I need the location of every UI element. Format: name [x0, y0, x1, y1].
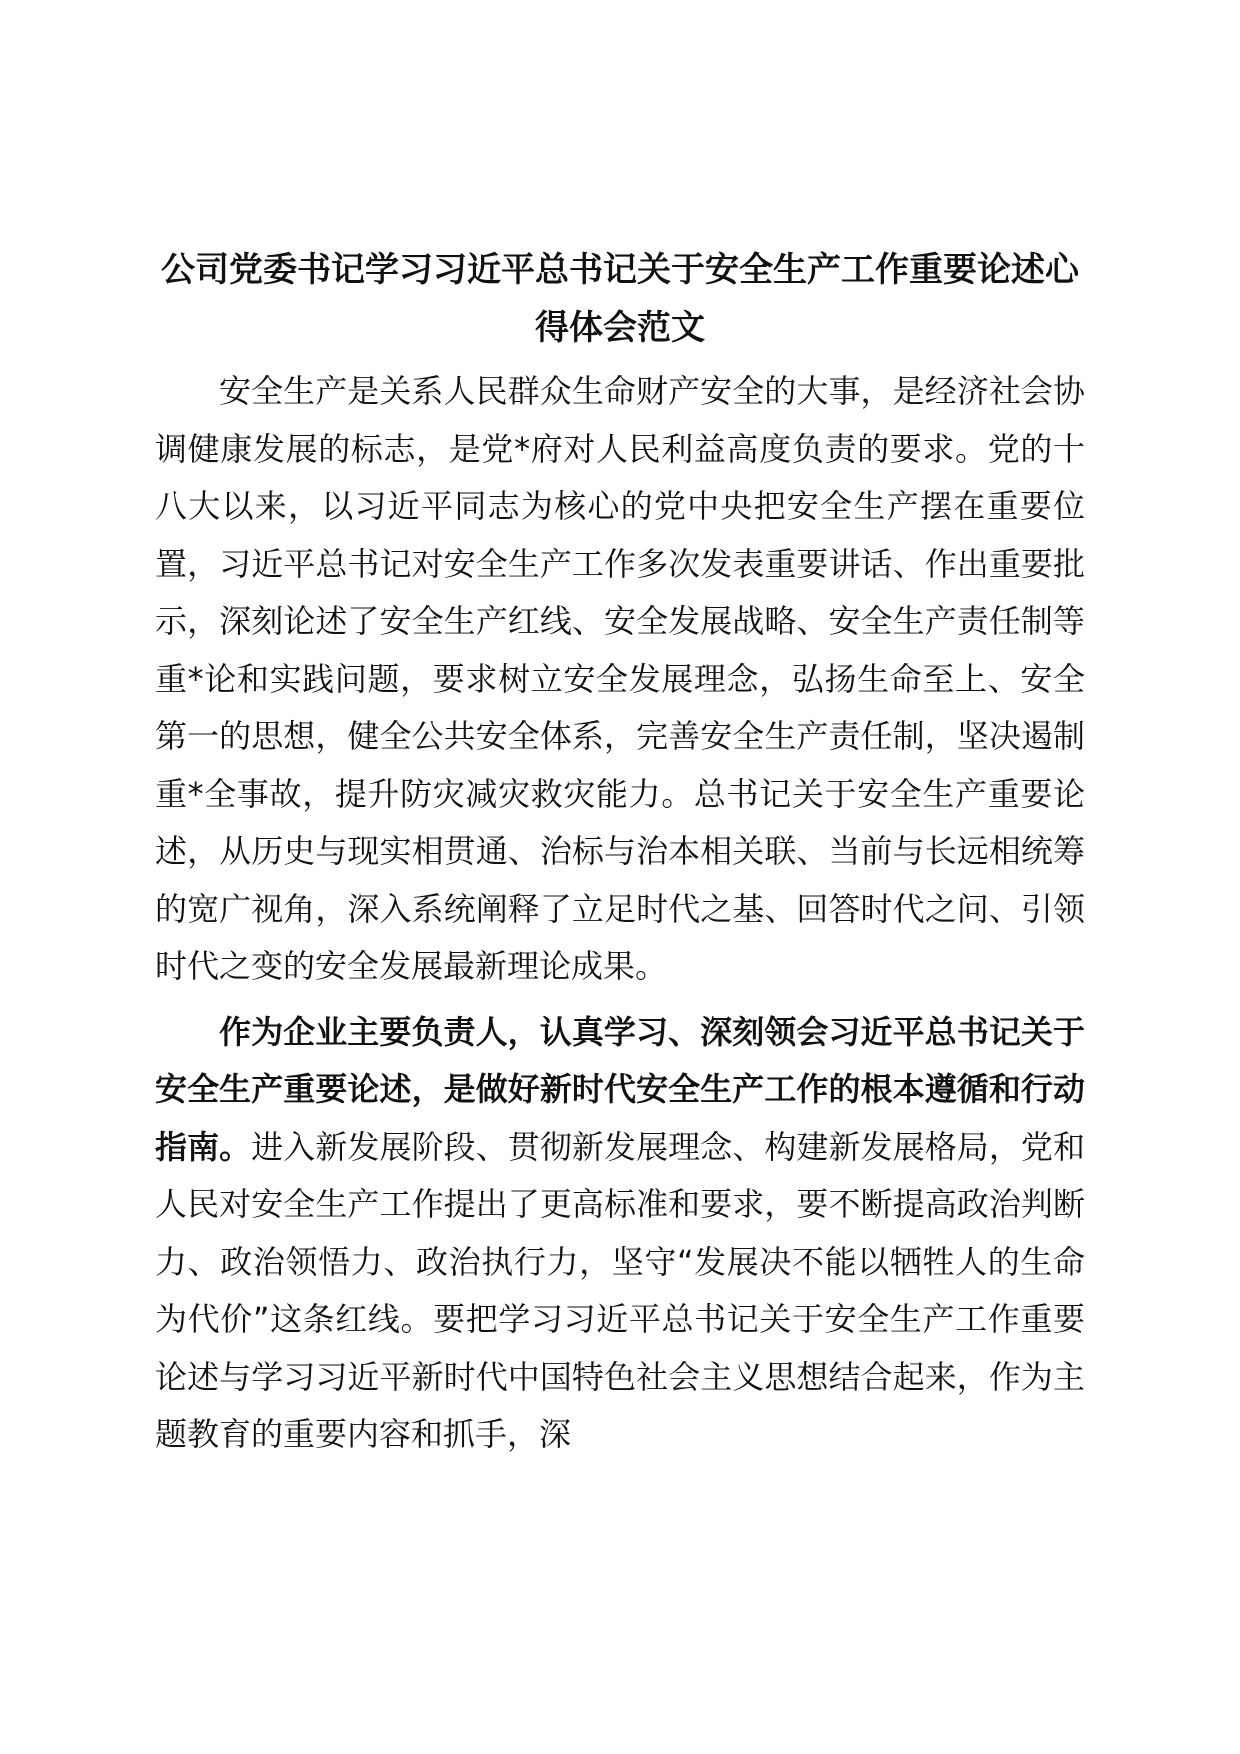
paragraph-responsibility-text: 进入新发展阶段、贯彻新发展理念、构建新发展格局，党和人民对安全生产工作提出了更高标准和要求，要不断提高政治判断力、政治领悟力、政治执行力，坚守“发展决不能以牺牲人的生命为代价”这条红线。要把学习习近平总书记关于安全生产工作重要论述与学习习近平新时代中国特色社会主义思想结合起来，作为主题教育的重要内容和抓手，深 [155, 1127, 1085, 1453]
document-body [155, 241, 1085, 1464]
paragraph-intro-text: 安全生产是关系人民群众生命财产安全的大事，是经济社会协调健康发展的标志，是党*府对人民利益高度负责的要求。党的十八大以来，以习近平同志为核心的党中央把安全生产摆在重要位置，习近平总书记对安全生产工作多次发表重要讲话、作出重要批示，深刻论述了安全生产红线、安全发展战略、安全生产责任制等重*论和实践问题，要求树立安全发展理念，弘扬生命至上、安全第一的思想，健全公共安全体系，完善安全生产责任制，坚决遏制重*全事故，提升防灾减灾救灾能力。总书记关于安全生产重要论述，从历史与现实相贯通、治标与治本相关联、当前与长远相统筹的宽广视角，深入系统阐释了立足时代之基、回答时代之问、引领时代之变的安全发展最新理论成果。 [155, 372, 1085, 985]
document-title: 公司党委书记学习习近平总书记关于安全生产工作重要论述心得体会范文 [161, 250, 1079, 348]
paragraph-lead-sentence: 作为企业主要负责人，认真学习、深刻领会习近平总书记关于安全生产重要论述，是做好新时代安全生产工作的根本遵循和行动指南。 [155, 1012, 1085, 1166]
paragraph-intro [155, 363, 1085, 996]
paragraph-responsibility [155, 1004, 1085, 1464]
